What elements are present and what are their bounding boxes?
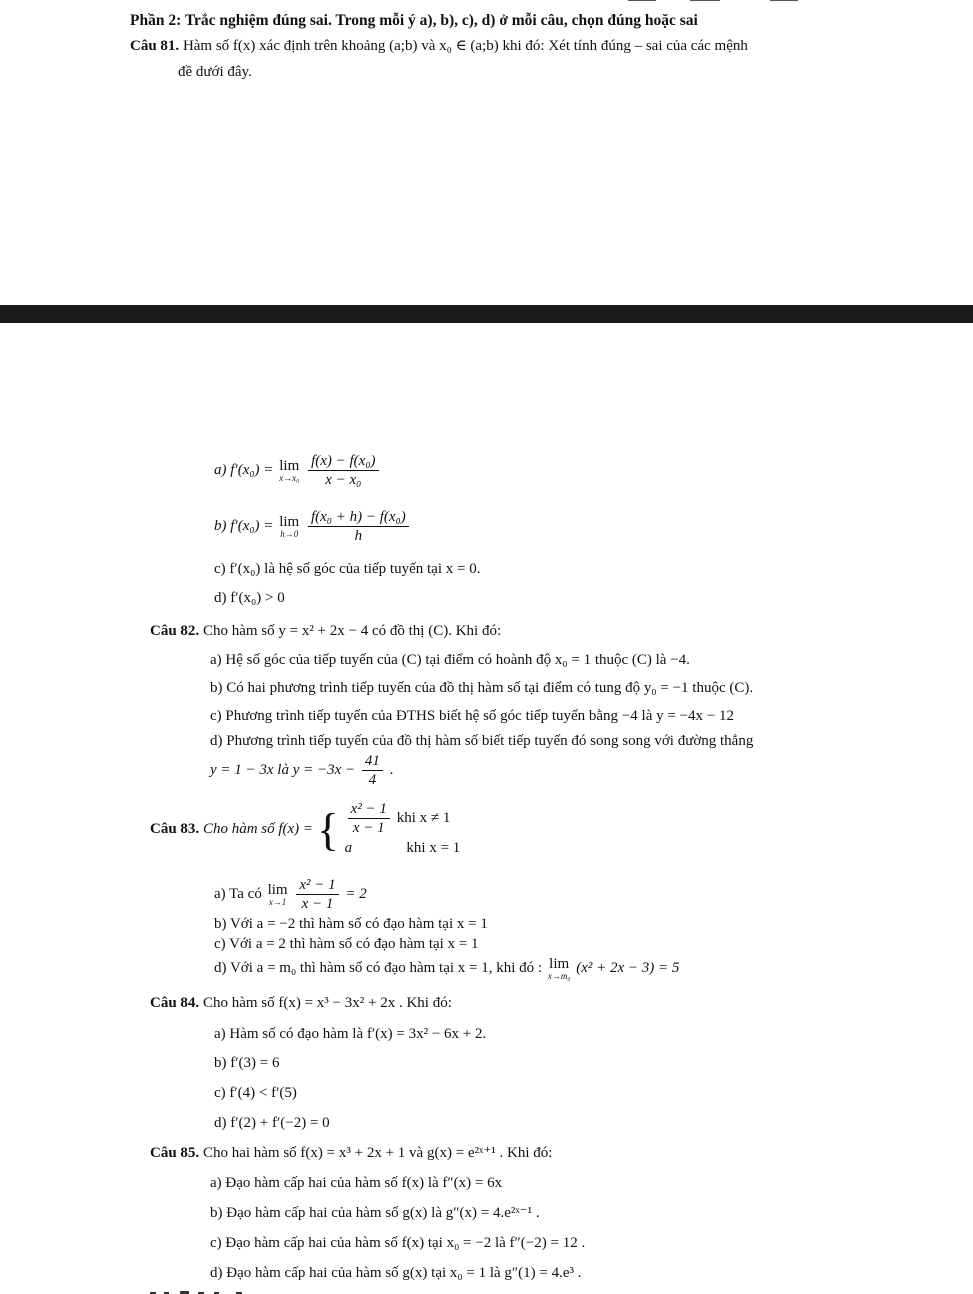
option-b-limit	[279, 514, 299, 539]
question-84-option-b: b) f′(3) = 6	[214, 1055, 280, 1071]
question-82-option-b: b) Có hai phương trình tiếp tuyến của đồ thị hàm số tại điểm có tung độ y₀ = −1 thuộc (C).	[210, 680, 754, 696]
question-82-option-d-continued	[210, 752, 393, 789]
option-d-text: d) Với a = m₀ thì hàm số có đạo hàm tại x = 1, khi đó :	[214, 959, 543, 976]
fraction-numerator: 41	[362, 752, 383, 771]
fraction-numerator: x² − 1	[348, 800, 390, 819]
question-83-stem	[150, 800, 460, 859]
question-81-stem-text: Hàm số f(x) xác định trên khoảng (a;b) và x₀ ∈ (a;b) khi đó: Xét tính đúng – sai của các mệnh	[182, 38, 748, 54]
question-82-stem	[150, 621, 501, 641]
question-85-option-a: a) Đạo hàm cấp hai của hàm số f(x) là f″(x) = 6x	[210, 1175, 503, 1191]
fraction-denominator: x − 1	[352, 820, 385, 836]
question-84-stem-text: Cho hàm số f(x) = x³ − 3x² + 2x . Khi đó:	[202, 995, 452, 1011]
question-81-option-a	[214, 452, 382, 489]
section-title: Phần 2: Trắc nghiệm đúng sai. Trong mỗi ý a), b), c), d) ở mỗi câu, chọn đúng hoặc sai	[130, 12, 698, 29]
cut-off-mark	[770, 0, 798, 5]
fraction-numerator: f(x) − f(x₀)	[308, 452, 378, 471]
limit-subscript: x→1	[268, 897, 287, 907]
question-83-option-a	[214, 876, 367, 913]
limit-symbol: lim	[279, 458, 300, 474]
option-a-prefix: a) f′(x₀) =	[214, 461, 278, 478]
question-82-option-d: d) Phương trình tiếp tuyến của đồ thị hàm số biết tiếp tuyến đó song song với đường thẳng	[210, 733, 754, 749]
case-2-value: a	[344, 840, 353, 856]
case-1-condition: khi x ≠ 1	[396, 809, 451, 826]
question-83-option-b: b) Với a = −2 thì hàm số có đạo hàm tại x = 1	[214, 916, 488, 932]
case-2-condition: khi x = 1	[406, 840, 461, 856]
cut-off-mark	[628, 0, 656, 5]
cut-off-mark	[690, 0, 720, 5]
option-a-fraction	[308, 452, 378, 489]
option-b-fraction	[308, 508, 409, 545]
piecewise-case-2	[345, 837, 461, 859]
question-82-label: Câu 82.	[150, 623, 200, 639]
question-84-label: Câu 84.	[150, 995, 200, 1011]
question-85-label: Câu 85.	[150, 1145, 200, 1161]
question-85-stem-text: Cho hai hàm số f(x) = x³ + 2x + 1 và g(x) = e²ˣ⁺¹ . Khi đó:	[202, 1145, 553, 1161]
limit-symbol: lim	[549, 956, 570, 972]
option-a-fraction	[296, 876, 338, 913]
question-84-stem	[150, 993, 452, 1013]
question-84-option-c: c) f′(4) < f′(5)	[214, 1085, 297, 1101]
question-81-label: Câu 81.	[130, 38, 180, 54]
fraction-denominator: x − 1	[301, 896, 334, 912]
question-81-stem-continued: đề dưới đây.	[178, 64, 252, 80]
option-a-result: = 2	[345, 885, 367, 902]
limit-symbol: lim	[267, 882, 288, 898]
option-b-prefix: b) f′(x₀) =	[214, 517, 278, 534]
question-83-function: Cho hàm số f(x) =	[202, 820, 314, 837]
limit-subscript: h→0	[280, 529, 299, 539]
question-84-option-d: d) f′(2) + f′(−2) = 0	[214, 1115, 330, 1131]
question-81-stem	[130, 36, 748, 56]
question-85-option-d: d) Đạo hàm cấp hai của hàm số g(x) tại x₀ = 1 là g″(1) = 4.e³ .	[210, 1265, 582, 1281]
option-a-limit	[268, 882, 288, 907]
question-82-option-c: c) Phương trình tiếp tuyến của ĐTHS biết hệ số góc tiếp tuyến bằng −4 là y = −4x − 12	[210, 708, 734, 724]
limit-symbol: lim	[279, 514, 300, 530]
limit-subscript: x→m₀	[547, 971, 571, 981]
cut-off-text-marks	[150, 1286, 270, 1294]
question-85-option-c: c) Đạo hàm cấp hai của hàm số f(x) tại x₀ = −2 là f″(−2) = 12 .	[210, 1235, 586, 1251]
limit-subscript: x→x₀	[279, 473, 300, 483]
option-d-expression: (x² + 2x − 3) = 5	[576, 959, 680, 976]
question-81-option-b	[214, 508, 412, 545]
question-82-stem-text: Cho hàm số y = x² + 2x − 4 có đồ thị (C). Khi đó:	[202, 623, 502, 639]
option-d-limit	[548, 956, 571, 981]
option-a-limit	[279, 458, 299, 483]
option-d-period: .	[389, 761, 394, 778]
question-85-option-b: b) Đạo hàm cấp hai của hàm số g(x) là g″(x) = 4.e²ˣ⁻¹ .	[210, 1205, 540, 1221]
piecewise-cases	[345, 800, 461, 859]
cut-off-text-fragment	[150, 1284, 270, 1294]
fraction-numerator: f(x₀ + h) − f(x₀)	[308, 508, 409, 527]
question-83-option-d	[214, 956, 679, 981]
question-83-option-c: c) Với a = 2 thì hàm số có đạo hàm tại x = 1	[214, 936, 479, 952]
option-d-fraction	[362, 752, 383, 789]
question-85-stem	[150, 1143, 552, 1163]
option-d-equation: y = 1 − 3x là y = −3x −	[210, 761, 356, 778]
piecewise-brace: {	[316, 803, 339, 855]
question-81-option-c: c) f′(x₀) là hệ số góc của tiếp tuyến tại x = 0.	[214, 561, 481, 577]
question-84-option-a: a) Hàm số có đạo hàm là f′(x) = 3x² − 6x + 2.	[214, 1026, 487, 1042]
question-83-label: Câu 83.	[150, 820, 200, 837]
page-divider-band	[0, 305, 973, 323]
fraction-denominator: 4	[368, 772, 377, 788]
case-1-fraction	[348, 800, 390, 837]
fraction-denominator: x − x₀	[325, 472, 362, 488]
option-a-prefix: a) Ta có	[214, 885, 262, 902]
fraction-denominator: h	[354, 528, 363, 544]
question-82-option-a: a) Hệ số góc của tiếp tuyến của (C) tại điểm có hoành độ x₀ = 1 thuộc (C) là −4.	[210, 652, 690, 668]
question-81-option-d: d) f′(x₀) > 0	[214, 590, 285, 606]
piecewise-case-1	[345, 800, 461, 837]
fraction-numerator: x² − 1	[296, 876, 338, 895]
